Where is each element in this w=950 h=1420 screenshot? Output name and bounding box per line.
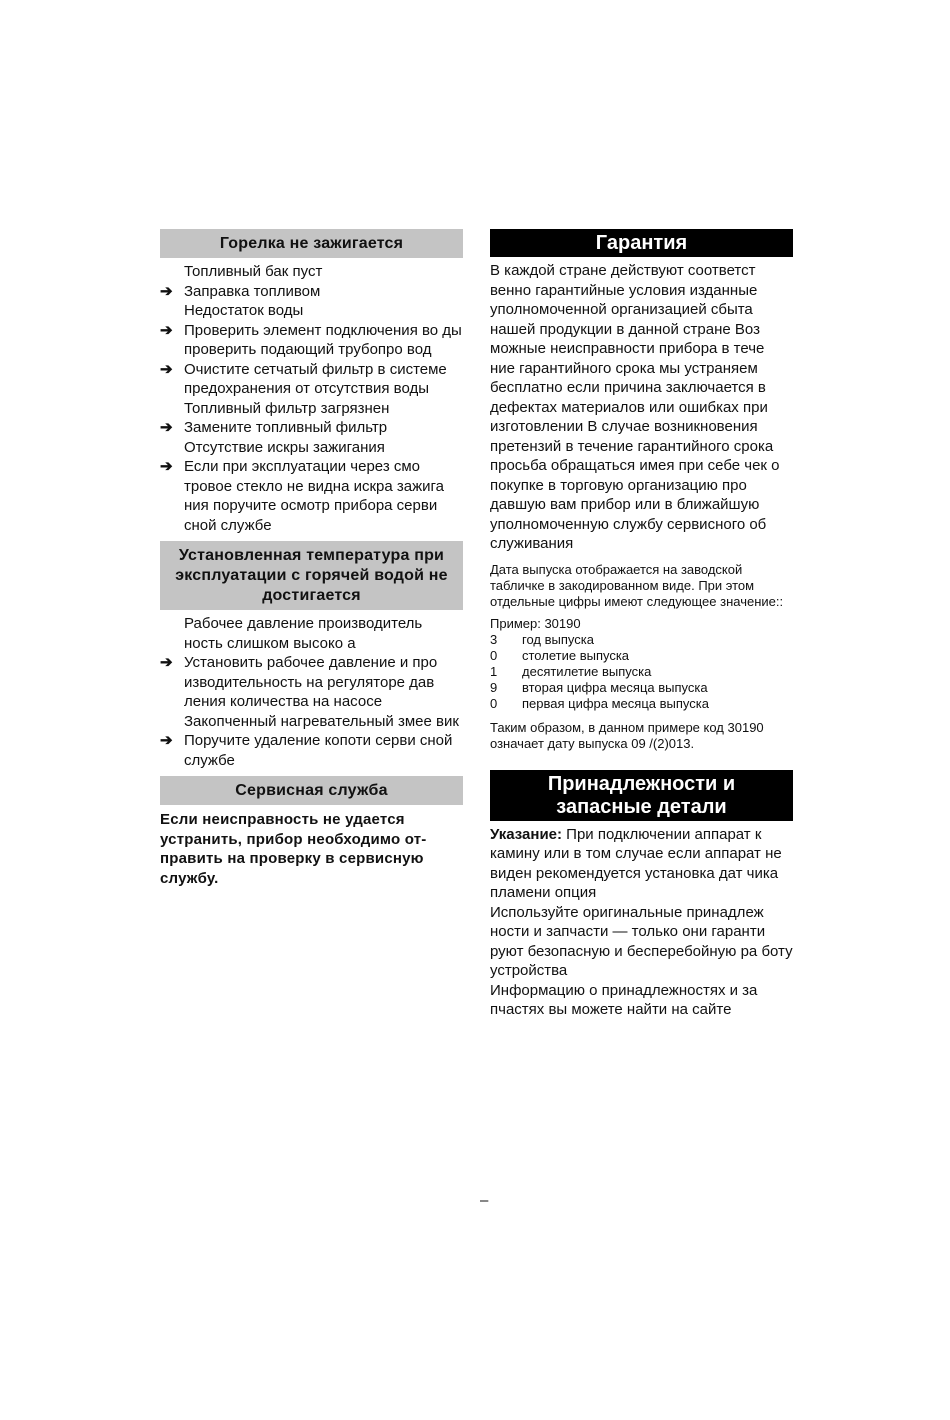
section-heading-burner: Горелка не зажигается: [160, 229, 463, 258]
right-column: [490, 229, 793, 1020]
list-item: Отсутствие искры зажигания: [184, 438, 385, 456]
arrow-right-icon: ➔: [160, 282, 173, 300]
section-heading-warranty: Гарантия: [490, 229, 793, 257]
accessories-paragraph: Используйте оригинальные принадлеж ности и запчасти — только они гаранти руют безопасную и бесперебойную ра боту устройства: [490, 903, 793, 979]
left-column: [160, 229, 463, 888]
table-row: 9 вторая цифра месяца выпуска: [490, 679, 708, 695]
page-number: –: [480, 1192, 489, 1209]
arrow-right-icon: ➔: [160, 419, 173, 436]
list-item: ➔ Если при эксплуатации через смо тровое стекло не видна искра зажига ния поручите осмотр прибора серви сной службе: [160, 458, 445, 534]
table-row: 1 десятилетие выпуска: [490, 663, 652, 679]
date-info-intro: Дата выпуска отображается на заводской табличке в закодированном виде. При этом отдельные цифры имеют следующее значение::: [490, 561, 784, 609]
date-code-table: [490, 632, 793, 712]
list-item: Рабочее давление производитель ность слишком высоко а: [184, 615, 423, 652]
arrow-right-icon: ➔: [160, 732, 173, 749]
section-heading-accessories: Принадлежности и запасные детали: [490, 770, 793, 821]
list-item: ➔ Замените топливный фильтр: [160, 419, 388, 436]
arrow-right-icon: ➔: [160, 360, 173, 378]
troubleshooting-list-burner: [160, 262, 463, 535]
list-item: ➔ Заправка топливом: [160, 282, 321, 300]
accessories-note: Указание: При подключении аппарат к камину или в том случае если аппарат не виден рекомендуется установка дат чика пламени опция: [490, 825, 782, 901]
arrow-right-icon: ➔: [160, 458, 173, 475]
arrow-right-icon: ➔: [160, 654, 173, 671]
date-example: Пример: 30190: [490, 615, 581, 631]
arrow-right-icon: ➔: [160, 321, 173, 339]
note-label: Указание:: [490, 825, 563, 843]
table-row: 3 год выпуска: [490, 631, 594, 647]
list-item: Топливный бак пуст: [184, 263, 323, 280]
list-item: ➔ Поручите удаление копоти серви сной службе: [160, 732, 453, 769]
list-item: Закопченный нагревательный змее вик: [184, 712, 459, 730]
list-item: Топливный фильтр загрязнен: [184, 399, 390, 417]
table-row: 0 первая цифра месяца выпуска: [490, 695, 709, 711]
table-row: 0 столетие выпуска: [490, 647, 630, 663]
date-conclusion: Таким образом, в данном примере код 30190 означает дату выпуска 09 /(2)013.: [490, 719, 764, 751]
accessories-website-paragraph: Информацию о принадлежностях и за пчастях вы можете найти на сайте: [490, 981, 758, 1018]
list-item: ➔ Очистите сетчатый фильтр в системе предохранения от отсутствия воды: [160, 360, 447, 397]
list-item: Недостаток воды: [184, 302, 304, 319]
section-heading-service: Сервисная служба: [160, 776, 463, 805]
list-item: ➔ Проверить элемент подключения во ды проверить подающий трубопро вод: [160, 321, 462, 358]
list-item: ➔ Установить рабочее давление и про изводительность на регуляторе дав ления количества на насосе: [160, 654, 438, 710]
troubleshooting-list-temperature: [160, 614, 463, 770]
section-heading-temperature: Установленная температура при эксплуатации с горячей водой не достигается: [160, 541, 463, 610]
service-text: Если неисправность не удается устранить, прибор необходимо от- править на проверку в сервисную службу.: [160, 811, 427, 887]
warranty-text: В каждой стране действуют соответст венно гарантийные условия изданные уполномоченной организацией сбыта нашей продукции в данной стране Воз можные неисправности прибора в тече ние гарантийного срока мы устраняем бесплатно если причина заключается в дефектах материалов или ошибках при изготовлении В случае возникновения претензий в течение гарантийного срока просьба обращаться имея при себе чек о покупке в торговую организацию про давшую вам прибор или в ближайшую уполномоченную службу сервисного об служивания: [490, 262, 780, 552]
